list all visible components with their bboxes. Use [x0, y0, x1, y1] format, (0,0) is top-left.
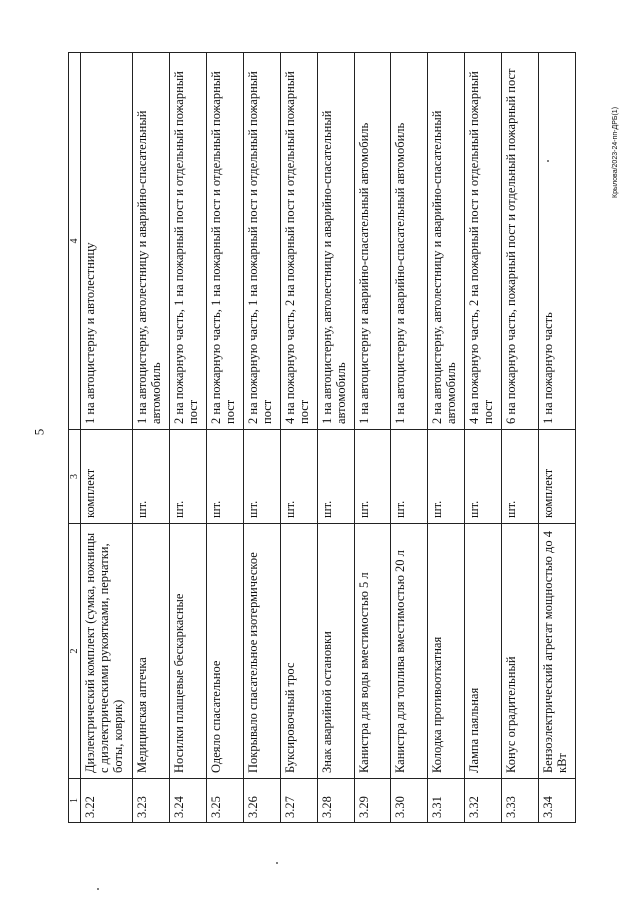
row-number: 3.34	[539, 779, 576, 823]
item-name: Канистра для воды вместимостью 5 л	[354, 524, 391, 779]
unit-of-measure: комплект	[539, 430, 576, 524]
item-name: Диэлектрический комплект (сумка, ножницы с диэлектрическими рукоятками, перчатки, боты, коврик)	[81, 524, 133, 779]
row-number: 3.33	[502, 779, 539, 823]
unit-of-measure: шт.	[354, 430, 391, 524]
unit-of-measure: шт.	[502, 430, 539, 524]
quantity-norm: 4 на пожарную часть, 2 на пожарный пост и отдельный пожарный пост	[465, 53, 502, 430]
row-number: 3.28	[317, 779, 354, 823]
row-number: 3.23	[133, 779, 170, 823]
unit-of-measure: шт.	[465, 430, 502, 524]
quantity-norm: 2 на пожарную часть, 1 на пожарный пост и отдельный пожарный пост	[243, 53, 280, 430]
row-number: 3.22	[81, 779, 133, 823]
row-number: 3.30	[391, 779, 428, 823]
table-row	[317, 53, 354, 823]
row-number: 3.27	[280, 779, 317, 823]
row-number: 3.24	[170, 779, 207, 823]
item-name: Носилки плащевые бескаркасные	[170, 524, 207, 779]
quantity-norm: 1 на автоцистерну, автолестницу и аварийно-спасательный автомобиль	[317, 53, 354, 430]
table-row	[280, 53, 317, 823]
quantity-norm: 2 на автоцистерну, автолестницу и аварийно-спасательный автомобиль	[428, 53, 465, 430]
row-number: 3.26	[243, 779, 280, 823]
unit-of-measure: шт.	[206, 430, 243, 524]
equipment-table	[68, 52, 576, 823]
row-number: 3.31	[428, 779, 465, 823]
unit-of-measure: комплект	[81, 430, 133, 524]
unit-of-measure: шт.	[280, 430, 317, 524]
header-col-3: 3	[69, 430, 81, 524]
row-number: 3.32	[465, 779, 502, 823]
quantity-norm: 1 на автоцистерну и аварийно-спасательный автомобиль	[354, 53, 391, 430]
quantity-norm: 1 на автоцистерну, автолестницу и аварийно-спасательный автомобиль	[133, 53, 170, 430]
header-row	[69, 53, 81, 823]
item-name: Буксировочный трос	[280, 524, 317, 779]
item-name: Канистра для топлива вместимостью 20 л	[391, 524, 428, 779]
unit-of-measure: шт.	[133, 430, 170, 524]
item-name: Покрывало спасательное изотермическое	[243, 524, 280, 779]
row-number: 3.29	[354, 779, 391, 823]
table-row	[354, 53, 391, 823]
header-col-1: 1	[69, 779, 81, 823]
item-name: Медицинская аптечка	[133, 524, 170, 779]
rotated-table-wrapper	[68, 53, 576, 823]
table-row	[428, 53, 465, 823]
table-row	[170, 53, 207, 823]
header-col-2: 2	[69, 524, 81, 779]
item-name: Колодка противооткатная	[428, 524, 465, 779]
table-row	[465, 53, 502, 823]
table-row	[133, 53, 170, 823]
table-row	[391, 53, 428, 823]
table-body	[81, 53, 576, 823]
quantity-norm: 2 на пожарную часть, 1 на пожарный пост и отдельный пожарный пост	[170, 53, 207, 430]
table-row	[81, 53, 133, 823]
unit-of-measure: шт.	[317, 430, 354, 524]
table-row	[502, 53, 539, 823]
row-number: 3.25	[206, 779, 243, 823]
quantity-norm: 1 на пожарную часть	[539, 53, 576, 430]
unit-of-measure: шт.	[243, 430, 280, 524]
page-number: 5	[31, 428, 47, 436]
unit-of-measure: шт.	[391, 430, 428, 524]
table-row	[243, 53, 280, 823]
item-name: Конус оградительный	[502, 524, 539, 779]
table-row	[539, 53, 576, 823]
unit-of-measure: шт.	[428, 430, 465, 524]
quantity-norm: 1 на автоцистерну и аварийно-спасательный автомобиль	[391, 53, 428, 430]
scan-speck	[97, 888, 99, 890]
quantity-norm: 2 на пожарную часть, 1 на пожарный пост и отдельный пожарный пост	[206, 53, 243, 430]
quantity-norm: 6 на пожарную часть, пожарный пост и отдельный пожарный пост	[502, 53, 539, 430]
item-name: Одеяло спасательное	[206, 524, 243, 779]
document-stamp: Крылова/2023-24-пп-ДРБ(1)	[612, 106, 619, 198]
header-col-4: 4	[69, 53, 81, 430]
item-name: Лампа паяльная	[465, 524, 502, 779]
scan-speck	[276, 862, 278, 864]
unit-of-measure: шт.	[170, 430, 207, 524]
quantity-norm: 4 на пожарную часть, 2 на пожарный пост и отдельный пожарный пост	[280, 53, 317, 430]
item-name: Бензоэлектрический агрегат мощностью до 4 кВт	[539, 524, 576, 779]
quantity-norm: 1 на автоцистерну и автолестницу	[81, 53, 133, 430]
table-row	[206, 53, 243, 823]
item-name: Знак аварийной остановки	[317, 524, 354, 779]
